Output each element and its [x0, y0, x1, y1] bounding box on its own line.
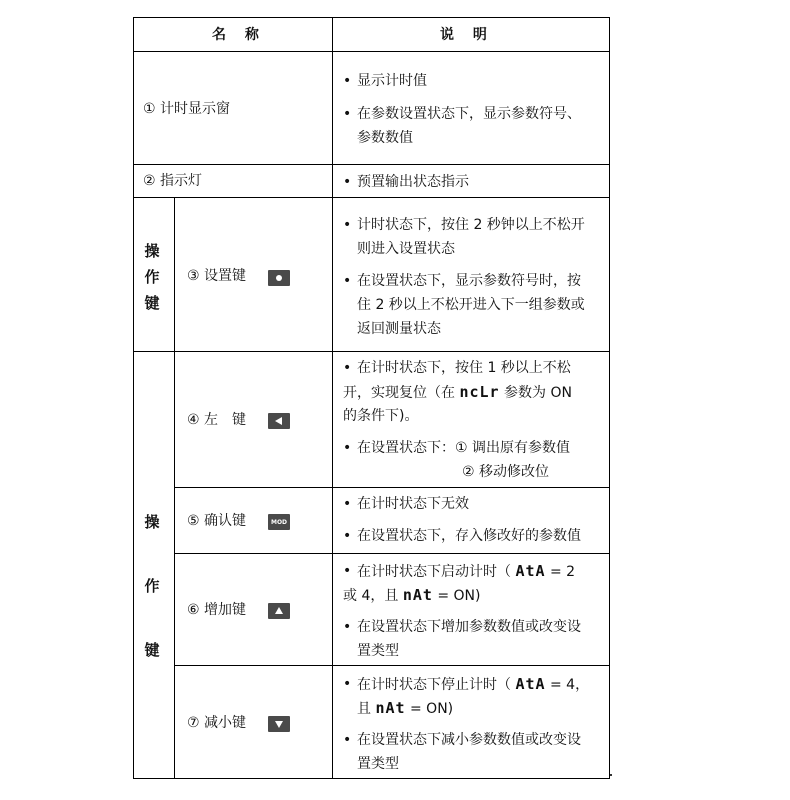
row-divider: [175, 665, 610, 666]
row-mod-key-name: ⑤ 确认键: [187, 513, 247, 529]
segment-symbol: nAt: [375, 699, 406, 717]
down-triangle-icon: [268, 716, 290, 732]
row-left-key-text: 的条件下)。: [343, 408, 419, 424]
group-column-divider: [174, 197, 175, 778]
row-down-key-text: 置类型: [357, 756, 399, 772]
row-up-key-bullet: • 在计时状态下启动计时（ AtA = 2: [357, 561, 575, 582]
row-mod-key-bullet: • 在计时状态下无效: [357, 494, 469, 514]
row-indicator-bullet: • 预置输出状态指示: [357, 172, 469, 192]
row-up-key-text: 或 4，且 nAt = ON): [343, 586, 481, 604]
row-left-key-bullet: • 在计时状态下，按住 1 秒以上不松: [357, 358, 571, 378]
segment-symbol: ncLr: [459, 383, 500, 401]
row-display-text: 参数数值: [357, 130, 413, 146]
row-set-key-text: 返回测量状态: [357, 321, 441, 337]
group-label: 操 作 键: [144, 513, 160, 659]
row-down-key-bullet: • 在计时状态下停止计时（ AtA = 4，: [357, 674, 589, 695]
row-display-name: ① 计时显示窗: [143, 101, 231, 117]
row-up-key-name: ⑥ 增加键: [187, 602, 247, 618]
row-down-key-name: ⑦ 减小键: [187, 715, 247, 731]
row-down-key-bullet: • 在设置状态下减小参数数值或改变设: [357, 730, 581, 750]
group-label: 操 作 键: [144, 242, 160, 312]
row-indicator-name: ② 指示灯: [143, 173, 203, 189]
row-display-bullet: • 显示计时值: [357, 71, 427, 91]
segment-symbol: nAt: [402, 586, 433, 604]
row-divider: [175, 553, 610, 554]
row-up-key-bullet: • 在设置状态下增加参数数值或改变设: [357, 617, 581, 637]
row-mod-key-bullet: • 在设置状态下，存入修改好的参数值: [357, 526, 581, 546]
row-set-key-text: 住 2 秒以上不松开进入下一组参数或: [357, 297, 585, 313]
row-down-key-text: 且 nAt = ON): [357, 699, 454, 717]
table-border-top: [133, 17, 610, 18]
table-border-right: [609, 17, 610, 779]
header-name: 名 称: [212, 27, 266, 43]
segment-symbol: AtA: [515, 675, 546, 693]
table-border-left: [133, 17, 134, 779]
row-display-bullet: • 在参数设置状态下，显示参数符号、: [357, 104, 581, 124]
row-left-key-text: 开，实现复位（在 ncLr 参数为 ON: [343, 383, 572, 401]
header-description: 说 明: [440, 27, 494, 43]
row-left-key-bullet: • 在设置状态下：① 调出原有参数值: [357, 438, 570, 458]
up-triangle-icon: [268, 603, 290, 619]
row-set-key-bullet: • 计时状态下，按住 2 秒钟以上不松开: [357, 215, 585, 235]
row-divider: [133, 164, 610, 165]
row-up-key-text: 置类型: [357, 643, 399, 659]
mod-key-icon: MOD: [268, 514, 290, 530]
row-divider: [133, 351, 610, 352]
table-border-bottom: [133, 778, 610, 779]
dot-icon: [268, 270, 290, 286]
column-divider: [332, 17, 333, 779]
segment-symbol: AtA: [515, 562, 546, 580]
row-set-key-bullet: • 在设置状态下，显示参数符号时，按: [357, 271, 581, 291]
stray-dot: [610, 774, 612, 776]
row-left-key-text: ② 移动修改位: [462, 464, 550, 480]
row-set-key-name: ③ 设置键: [187, 268, 247, 284]
row-divider: [133, 197, 610, 198]
row-left-key-name: ④ 左 键: [187, 412, 247, 428]
row-set-key-text: 则进入设置状态: [357, 241, 455, 257]
header-divider: [133, 51, 610, 52]
left-triangle-icon: [268, 413, 290, 429]
row-divider: [175, 487, 610, 488]
